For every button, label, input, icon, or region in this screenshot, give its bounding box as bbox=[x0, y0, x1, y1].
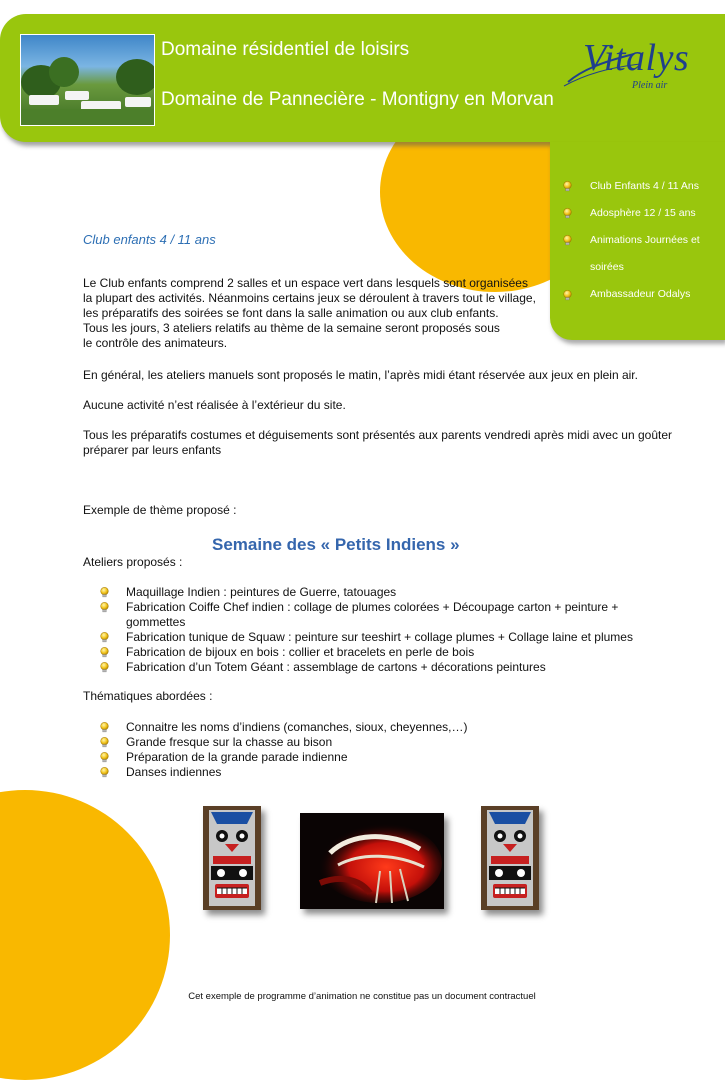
bulb-icon bbox=[100, 662, 109, 673]
side-item-club-enfants[interactable]: Club Enfants 4 / 11 Ans bbox=[590, 180, 699, 192]
text-line: Tous les jours, 3 ateliers relatifs au thème de la semaine seront proposés sous bbox=[83, 321, 500, 335]
text-line: les préparatifs des soirées se font dans la salle animation ou aux club enfants. bbox=[83, 306, 499, 320]
thematique-item: Danses indiennes bbox=[126, 765, 222, 779]
text-line: Tous les préparatifs costumes et déguisements sont présentés aux parents vendredi après midi avec un goûter bbox=[83, 428, 672, 442]
headdress-photo bbox=[300, 813, 444, 909]
thematiques-label: Thématiques abordées : bbox=[83, 689, 213, 703]
paragraph-ateliers-schedule: En général, les ateliers manuels sont proposés le matin, l’après midi étant réservée aux jeux en plein air. bbox=[83, 368, 638, 382]
side-item-animations-cont[interactable]: soirées bbox=[590, 261, 624, 273]
text-line: préparer par leurs enfants bbox=[83, 443, 222, 457]
header-photo bbox=[20, 34, 155, 126]
bulb-icon bbox=[100, 752, 109, 763]
side-item-ambassadeur[interactable]: Ambassadeur Odalys bbox=[590, 288, 691, 300]
side-item-animations[interactable]: Animations Journées et bbox=[590, 234, 700, 246]
atelier-item-cont: gommettes bbox=[126, 615, 186, 629]
atelier-item: Fabrication Coiffe Chef indien : collage de plumes colorées + Découpage carton + peinture + bbox=[126, 600, 619, 614]
vitalys-logo: Vitalys bbox=[583, 37, 690, 79]
bulb-icon bbox=[100, 737, 109, 748]
bulb-icon bbox=[100, 722, 109, 733]
thematique-item: Préparation de la grande parade indienne bbox=[126, 750, 348, 764]
thematique-item: Connaitre les noms d’indiens (comanches, sioux, cheyennes,…) bbox=[126, 720, 468, 734]
paragraph-club-description bbox=[83, 276, 536, 351]
atelier-item: Fabrication de bijoux en bois : collier et bracelets en perle de bois bbox=[126, 645, 475, 659]
footer-disclaimer: Cet exemple de programme d’animation ne constitue pas un document contractuel bbox=[188, 991, 536, 1002]
bulb-icon bbox=[100, 647, 109, 658]
bulb-icon bbox=[563, 235, 572, 246]
totem-photo-left bbox=[203, 806, 261, 910]
bulb-icon bbox=[563, 290, 572, 301]
totem-photo-right bbox=[481, 806, 539, 910]
theme-title: Semaine des « Petits Indiens » bbox=[212, 535, 460, 554]
bulb-icon bbox=[100, 587, 109, 598]
bulb-icon bbox=[563, 208, 572, 219]
example-label: Exemple de thème proposé : bbox=[83, 503, 237, 517]
bulb-icon bbox=[100, 767, 109, 778]
section-heading: Club enfants 4 / 11 ans bbox=[83, 232, 216, 247]
atelier-item: Fabrication tunique de Squaw : peinture sur teeshirt + collage plumes + Collage laine et plumes bbox=[126, 630, 633, 644]
bulb-icon bbox=[563, 181, 572, 192]
text-line: la plupart des activités. Néanmoins certains jeux se déroulent à travers tout le village, bbox=[83, 291, 536, 305]
vitalys-logo-sub: Plein air bbox=[632, 80, 668, 91]
atelier-item: Fabrication d’un Totem Géant : assemblage de cartons + décorations peintures bbox=[126, 660, 546, 674]
bulb-icon bbox=[100, 602, 109, 613]
decorative-circle-bottom bbox=[0, 790, 170, 1080]
header-title-line2: Domaine de Pannecière - Montigny en Morvan bbox=[161, 89, 554, 110]
header-title-line1: Domaine résidentiel de loisirs bbox=[161, 39, 410, 60]
ateliers-label: Ateliers proposés : bbox=[83, 555, 183, 569]
atelier-item: Maquillage Indien : peintures de Guerre, tatouages bbox=[126, 585, 397, 599]
bulb-icon bbox=[100, 632, 109, 643]
paragraph-site-rule: Aucune activité n’est réalisée à l’extérieur du site. bbox=[83, 398, 346, 412]
paragraph-costumes bbox=[83, 428, 672, 458]
text-line: le contrôle des animateurs. bbox=[83, 336, 228, 350]
side-item-adosphere[interactable]: Adosphère 12 / 15 ans bbox=[590, 207, 696, 219]
thematique-item: Grande fresque sur la chasse au bison bbox=[126, 735, 333, 749]
text-line: Le Club enfants comprend 2 salles et un espace vert dans lesquels sont organisées bbox=[83, 276, 528, 290]
